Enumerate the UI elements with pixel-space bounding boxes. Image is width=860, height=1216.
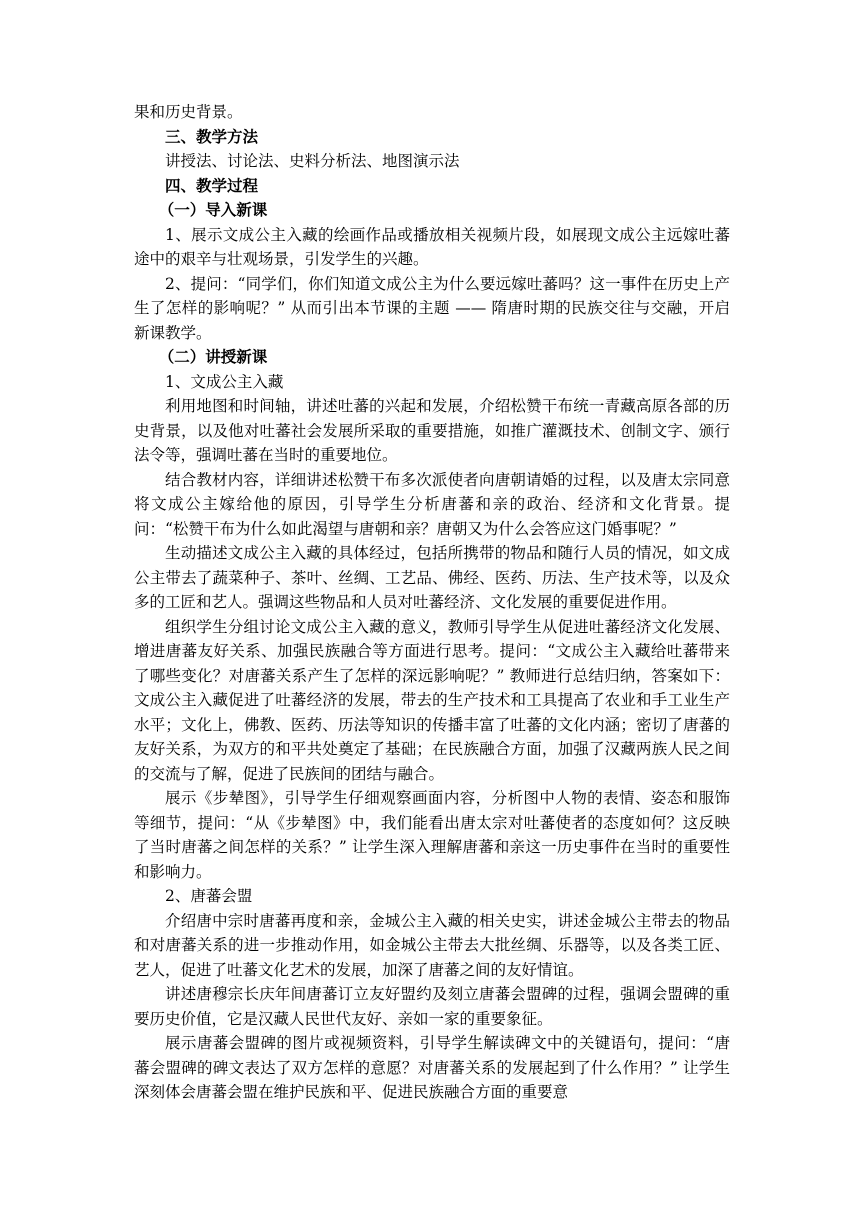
paragraph-intro-2: 2、提问：“同学们，你们知道文成公主为什么要远嫁吐蕃吗？这一事件在历史上产生了怎样的影响呢？” 从而引出本节课的主题 —— 隋唐时期的民族交往与交融，开启新课教学。 [134,274,730,342]
paragraph-alliance-tablet: 讲述唐穆宗长庆年间唐蕃订立友好盟约及刻立唐蕃会盟碑的过程，强调会盟碑的重要历史价值，它是汉藏人民世代友好、亲如一家的重要象征。 [134,985,730,1028]
section-heading-teaching-process: 四、教学过程 [165,175,259,195]
paragraph-continuation: 果和历史背景。 [134,103,243,121]
paragraph-marriage-request: 结合教材内容，详细讲述松赞干布多次派使者向唐朝请婚的过程，以及唐太宗同意将文成公主嫁给他的原因，引导学生分析唐蕃和亲的政治、经济和文化背景。提问：“松赞干布为什么如此渴望与唐朝和亲？唐朝又为什么会答应这门婚事呢？” [134,470,730,538]
section-heading-teaching-methods: 三、教学方法 [165,126,259,146]
paragraph-intro-1: 1、展示文成公主入藏的绘画作品或播放相关视频片段，如展现文成公主远嫁吐蕃途中的艰辛与壮观场景，引发学生的兴趣。 [134,225,730,268]
subheading-new-lesson: （二）讲授新课 [158,347,268,366]
paragraph-teaching-methods: 讲授法、讨论法、史料分析法、地图演示法 [165,152,460,170]
paragraph-topic-2-title: 2、唐蕃会盟 [165,887,253,905]
subheading-introduction: （一）导入新课 [158,200,268,219]
paragraph-journey: 生动描述文成公主入藏的具体经过，包括所携带的物品和随行人员的情况，如文成公主带去了蔬菜种子、茶叶、丝绸、工艺品、佛经、医药、历法、生产技术等，以及众多的工匠和艺人。强调这些物品和人员对吐蕃经济、文化发展的重要促进作用。 [134,544,730,611]
paragraph-tablet-inscription: 展示唐蕃会盟碑的图片或视频资料，引导学生解读碑文中的关键语句，提问：“唐蕃会盟碑的碑文表达了双方怎样的意愿？对唐蕃关系的发展起到了什么作用？” 让学生深刻体会唐蕃会盟在维护民族和平、促进民族融合方面的重要意 [134,1034,730,1101]
paragraph-significance-discussion: 组织学生分组讨论文成公主入藏的意义，教师引导学生从促进吐蕃经济文化发展、增进唐蕃友好关系、加强民族融合等方面进行思考。提问：“文成公主入藏给吐蕃带来了哪些变化？对唐蕃关系产生了怎样的深远影响呢？” 教师进行总结归纳，答案如下：文成公主入藏促进了吐蕃经济的发展，带去的生产技术和工具提高了农业和手工业生产水平；文化上，佛教、医药、历法等知识的传播丰富了吐蕃的文化内涵；密切了唐蕃的友好关系，为双方的和平共处奠定了基础；在民族融合方面，加强了汉藏两族人民之间的交流与了解，促进了民族间的团结与融合。 [134,617,730,783]
paragraph-bunian-painting: 展示《步辇图》，引导学生仔细观察画面内容，分析图中人物的表情、姿态和服饰等细节，提问：“从《步辇图》中，我们能看出唐太宗对吐蕃使者的态度如何？这反映了当时唐蕃之间怎样的关系？” 让学生深入理解唐蕃和亲这一历史事件在当时的重要性和影响力。 [134,789,730,881]
paragraph-tubo-rise: 利用地图和时间轴，讲述吐蕃的兴起和发展，介绍松赞干布统一青藏高原各部的历史背景，以及他对吐蕃社会发展所采取的重要措施，如推广灌溉技术、创制文字、颁行法令等，强调吐蕃在当时的重要地位。 [134,397,730,464]
paragraph-topic-1-title: 1、文成公主入藏 [165,372,284,391]
document-body [134,100,730,1105]
paragraph-jincheng-princess: 介绍唐中宗时唐蕃再度和亲，金城公主入藏的相关史实，讲述金城公主带去的物品和对唐蕃关系的进一步推动作用，如金城公主带去大批丝绸、乐器等，以及各类工匠、艺人，促进了吐蕃文化艺术的发展，加深了唐蕃之间的友好情谊。 [134,911,730,979]
